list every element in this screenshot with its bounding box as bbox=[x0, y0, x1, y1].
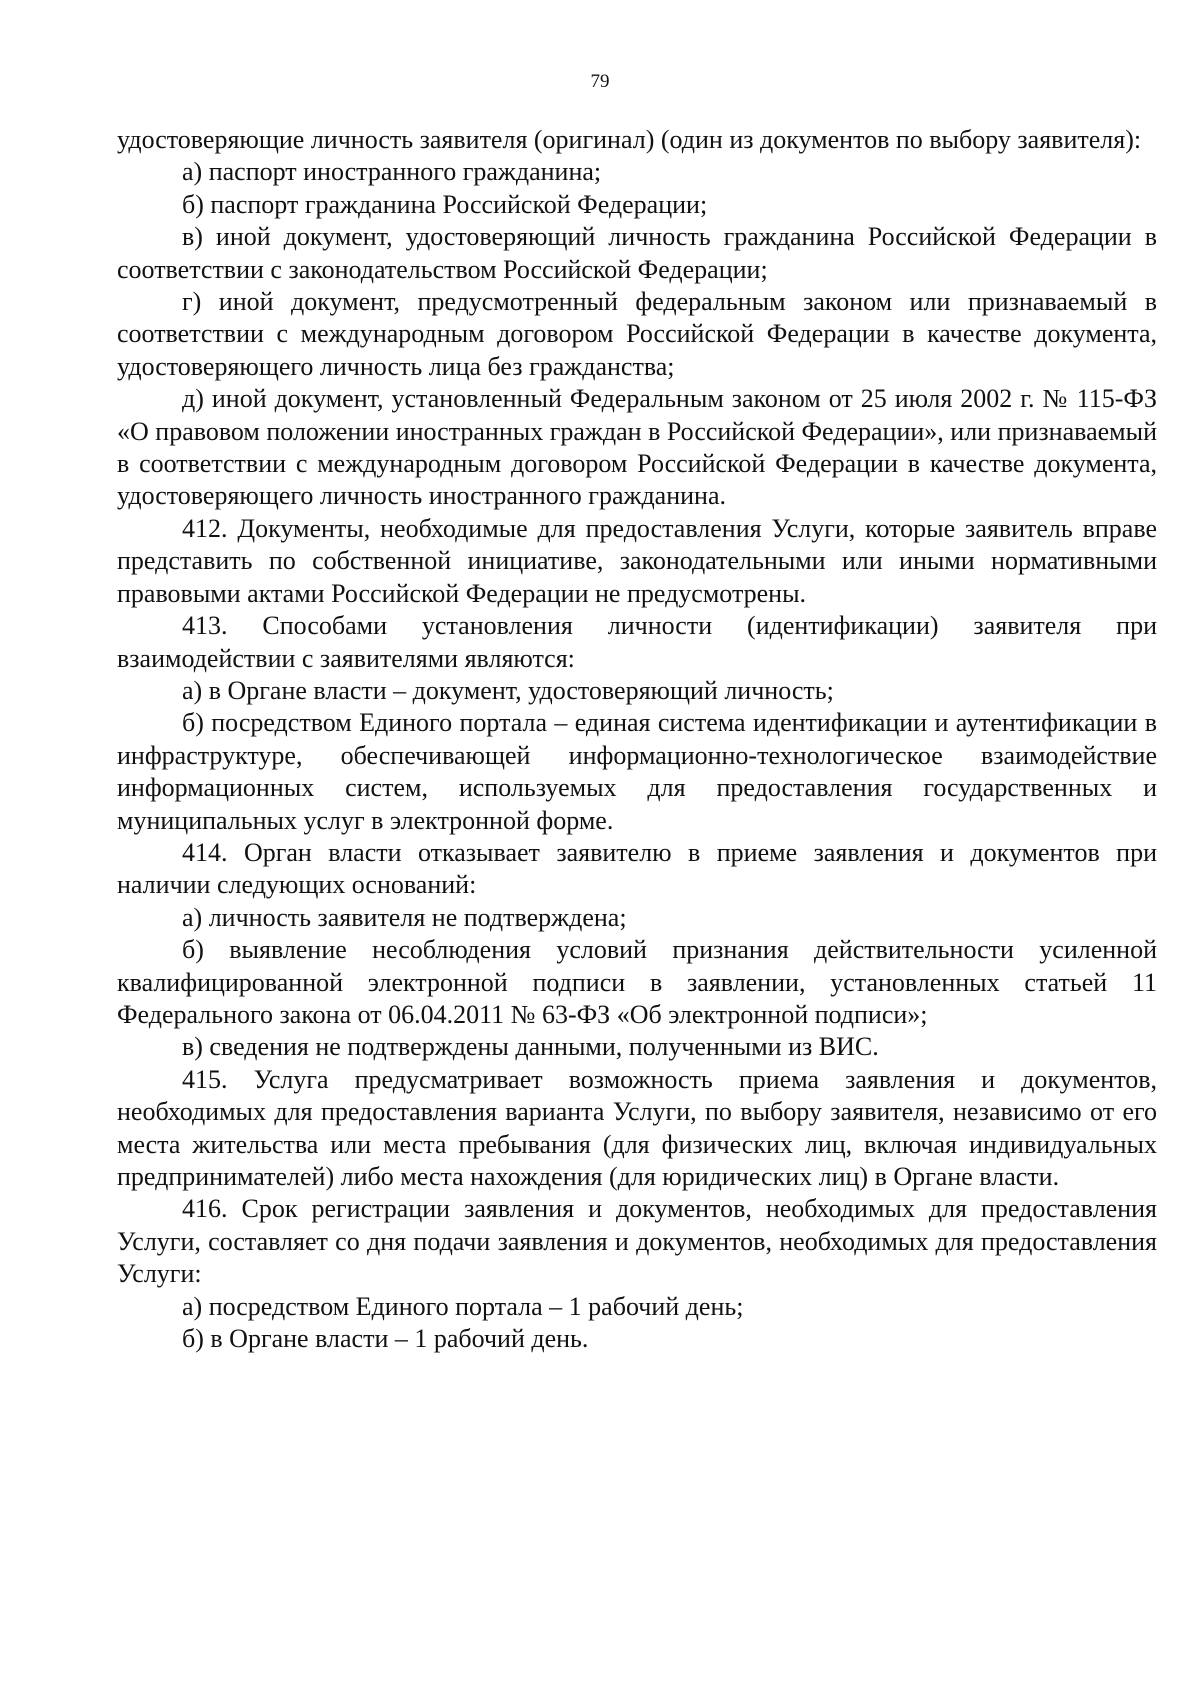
list-item-414-v: в) сведения не подтверждены данными, полученными из ВИС. bbox=[182, 1032, 879, 1062]
paragraph-412: 412. Документы, необходимые для предоставления Услуги, которые заявитель вправе представить по собственной инициативе, законодательными или иными нормативными правовыми актами Российской Федерации не предусмотрены. bbox=[117, 513, 1157, 608]
list-item-414-a: а) личность заявителя не подтверждена; bbox=[182, 902, 627, 932]
page-number: 79 bbox=[590, 71, 610, 92]
list-item-414-b: б) выявление несоблюдения условий признания действительности усиленной квалифицированной электронной подписи в заявлении, установленных статьей 11 Федерального закона от 06.04.2011 № 63-ФЗ «Об электронной подписи»; bbox=[117, 935, 1157, 1029]
paragraph-413: 413. Способами установления личности (идентификации) заявителя при взаимодействии с заявителями являются: bbox=[117, 611, 1157, 673]
paragraph-414: 414. Орган власти отказывает заявителю в приеме заявления и документов при наличии следующих оснований: bbox=[117, 837, 1157, 900]
list-item-b-russian-passport: б) паспорт гражданина Российской Федерации; bbox=[182, 189, 708, 219]
list-item-g-stateless-document: г) иной документ, предусмотренный федеральным законом или признаваемый в соответствии с международным договором Российской Федерации в качестве документа, удостоверяющего личность лица без гражданства; bbox=[117, 287, 1157, 381]
list-item-416-a: а) посредством Единого портала – 1 рабочий день; bbox=[182, 1291, 744, 1321]
list-item-413-a: а) в Органе власти – документ, удостоверяющий личность; bbox=[182, 675, 834, 705]
paragraph-continuation: удостоверяющие личность заявителя (оригинал) (один из документов по выбору заявителя): bbox=[117, 125, 1142, 154]
list-item-416-b: б) в Органе власти – 1 рабочий день. bbox=[182, 1324, 589, 1354]
document-body bbox=[117, 124, 1157, 1355]
paragraph-415: 415. Услуга предусматривает возможность приема заявления и документов, необходимых для предоставления варианта Услуги, по выбору заявителя, независимо от его места жительства или места пребывания (для физических лиц, включая индивидуальных предпринимателей) либо места нахождения (для юридических лиц) в Органе власти. bbox=[117, 1064, 1157, 1191]
list-item-a-foreign-passport: а) паспорт иностранного гражданина; bbox=[182, 157, 602, 187]
list-item-413-b: б) посредством Единого портала – единая система идентификации и аутентификации в инфраструктуре, обеспечивающей информационно-технологическое взаимодействие информационных систем, используемых для предоставления государственных и муниципальных услуг в электронной форме. bbox=[117, 708, 1157, 835]
paragraph-416: 416. Срок регистрации заявления и документов, необходимых для предоставления Услуги, составляет со дня подачи заявления и документов, необходимых для предоставления Услуги: bbox=[117, 1194, 1157, 1289]
list-item-d-federal-law-document: д) иной документ, установленный Федеральным законом от 25 июля 2002 г. № 115-ФЗ «О правовом положении иностранных граждан в Российской Федерации», или признаваемый в соответствии с международным договором Российской Федерации в качестве документа, удостоверяющего личность иностранного гражданина. bbox=[117, 384, 1157, 511]
list-item-v-other-document: в) иной документ, удостоверяющий личность гражданина Российской Федерации в соответствии с законодательством Российской Федерации; bbox=[117, 222, 1157, 284]
